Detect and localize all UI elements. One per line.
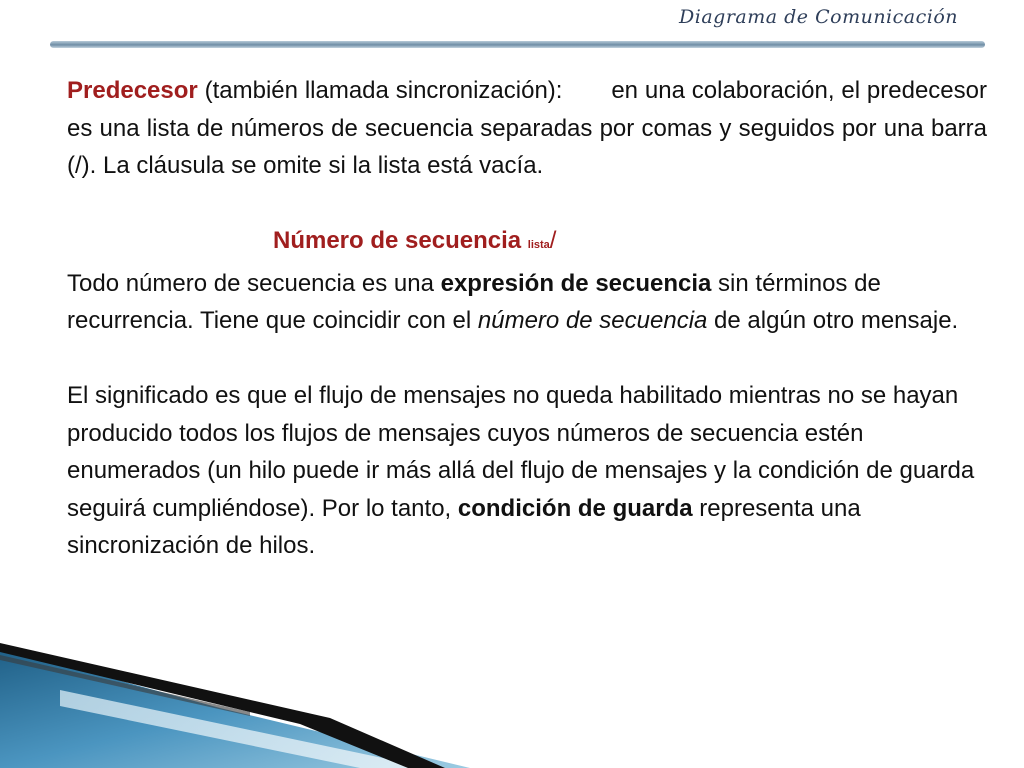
sequence-italic-term: número de secuencia bbox=[477, 307, 708, 334]
slide-header-title: Diagrama de Comunicación bbox=[679, 6, 958, 28]
slide-body bbox=[67, 72, 987, 565]
syntax-subscript: lista bbox=[527, 239, 550, 251]
sequence-text-2: sin términos de recurrencia. Tiene que coincidir con el bbox=[67, 269, 881, 334]
meaning-text-1: El significado es que el flujo de mensajes no queda habilitado mientras no se hayan producido todos los flujos de mensajes cuyos números de secuencia estén enumerados (un hilo puede ir más allá del flujo de mensajes y la condición de guarda seguirá cumpliéndose). Por lo tanto, bbox=[67, 382, 975, 522]
meaning-bold-term: condición de guarda bbox=[457, 494, 693, 522]
sequence-paragraph bbox=[67, 265, 987, 340]
sequence-text-1: Todo número de secuencia es una bbox=[67, 269, 441, 297]
predecesor-term: Predecesor bbox=[67, 77, 198, 104]
header-divider bbox=[50, 41, 985, 48]
predecesor-aside: (también llamada sincronización): bbox=[197, 77, 563, 104]
syntax-main: Número de secuencia bbox=[273, 227, 522, 254]
meaning-text-2: representa una sincronización de hilos. bbox=[67, 494, 861, 559]
syntax-line bbox=[67, 222, 987, 265]
meaning-paragraph bbox=[67, 377, 987, 565]
sequence-text-3: de algún otro mensaje. bbox=[707, 307, 959, 334]
syntax-slash: / bbox=[549, 227, 557, 254]
sequence-bold-term: expresión de secuencia bbox=[440, 269, 712, 297]
predecesor-definition: en una colaboración, el predecesor es una lista de números de secuencia separadas por comas y seguidos por una barra (/). La cláusula se omite si la lista está vacía. bbox=[67, 77, 987, 179]
predecesor-paragraph bbox=[67, 72, 987, 185]
